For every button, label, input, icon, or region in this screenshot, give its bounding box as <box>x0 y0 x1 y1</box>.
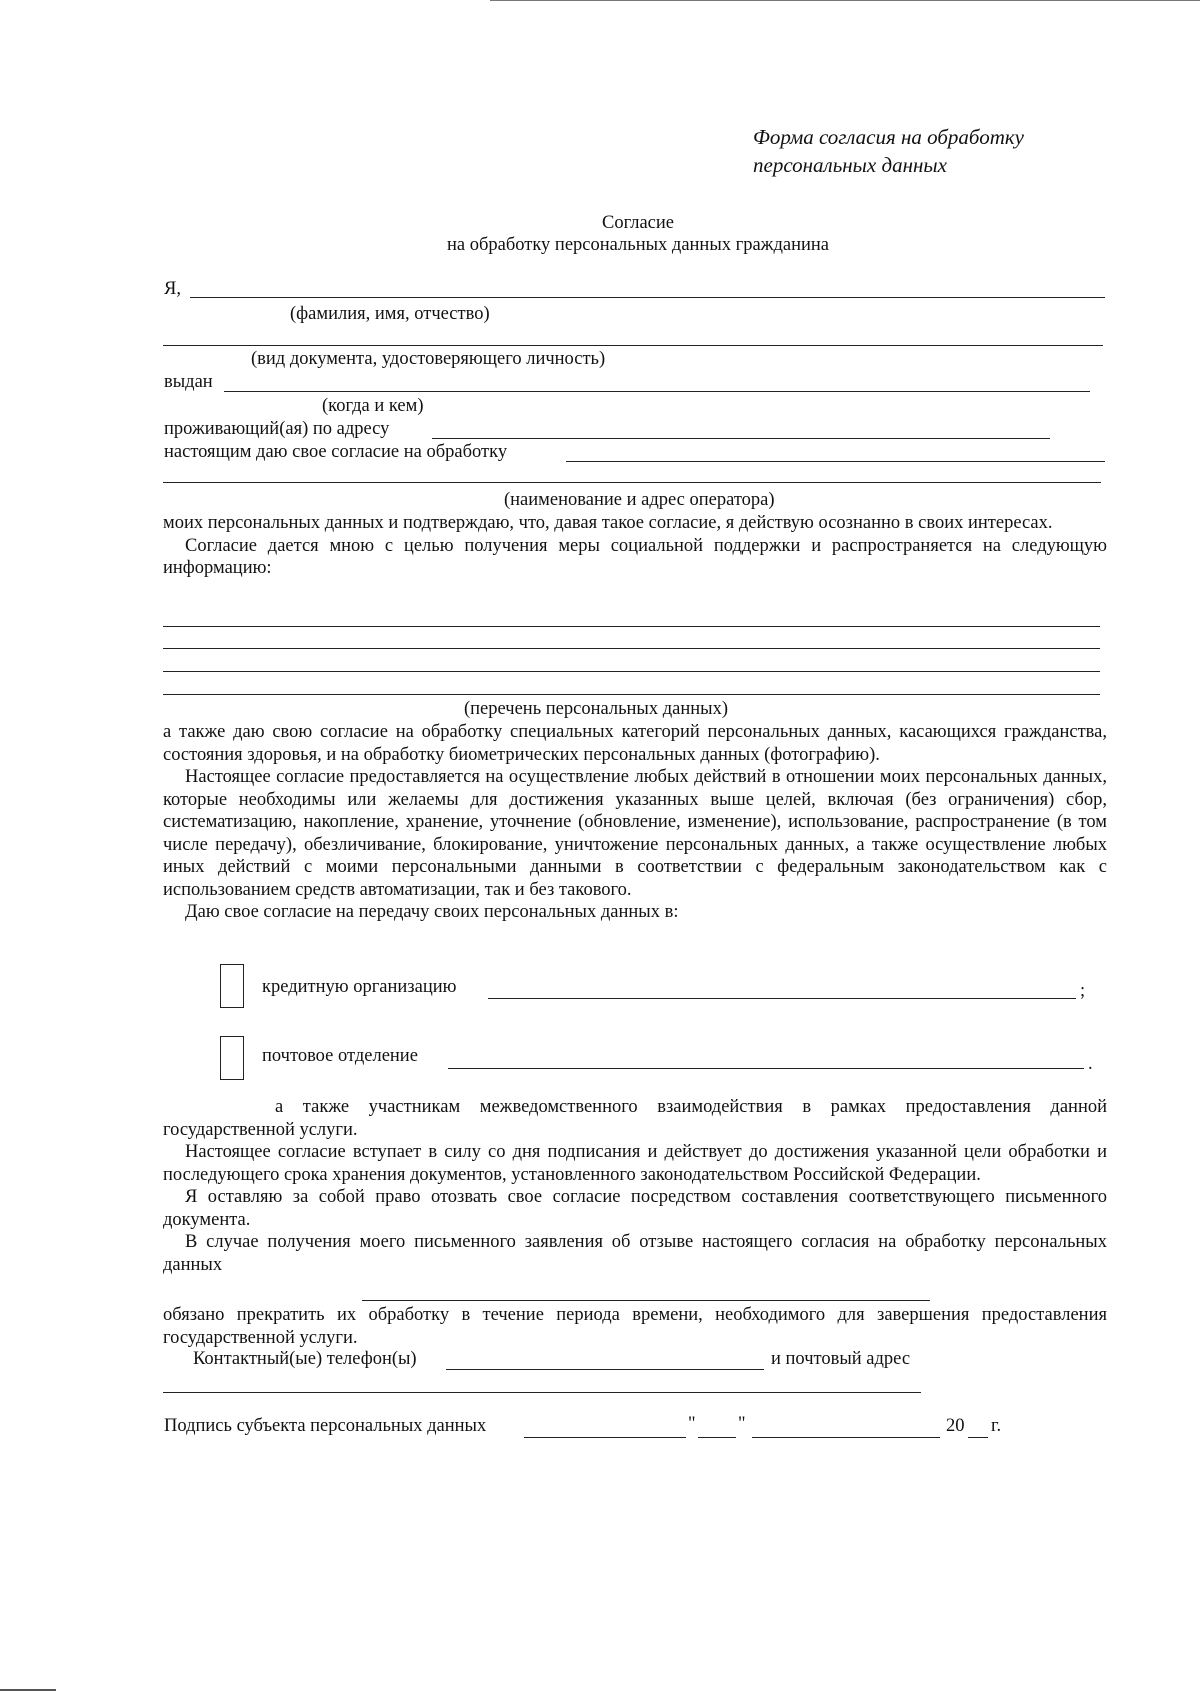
fio-field[interactable] <box>190 297 1105 298</box>
operator-field-line2[interactable] <box>163 482 1101 483</box>
pd-list-line[interactable] <box>163 671 1100 672</box>
date-year-prefix: 20 <box>946 1416 965 1436</box>
date-quote-close: " <box>738 1414 746 1434</box>
credit-organization-end: ; <box>1080 981 1086 1001</box>
transfer-paragraph: Даю свое согласие на передачу своих персональных данных в: <box>185 902 679 922</box>
issued-field[interactable] <box>224 391 1090 392</box>
consent-paragraph-awareness: моих персональных данных и подтверждаю, что, давая такое согласие, я действую осознанно в своих интересах. <box>163 513 1053 533</box>
termination-paragraph: обязано прекратить их обработку в течение периода времени, необходимого для завершения предоставления государственной услуги. <box>163 1305 1107 1348</box>
credit-organization-label: кредитную организацию <box>262 977 457 997</box>
date-quote-open: " <box>688 1414 696 1434</box>
actions-paragraph: Настоящее согласие предоставляется на осуществление любых действий в отношении моих персональных данных, которые необходимы или желаемы для достижения указанных выше целей, включая (без ограничения) сбор, систематизацию, накопление, хранение, уточнение (обновление, изменение), использование, распространение (в том числе передачу), обезличивание, блокирование, уничтожение персональных данных, а также осуществление любых иных действий с моими персональными данными в соответствии с федеральным законодательством как с использованием средств автоматизации, так и без такового. <box>163 767 1107 900</box>
contact-phone-field[interactable] <box>446 1369 764 1370</box>
contact-phone-label: Контактный(ые) телефон(ы) <box>193 1349 417 1369</box>
signature-label: Подпись субъекта персональных данных <box>164 1416 487 1436</box>
i-label: Я, <box>164 279 181 299</box>
address-field[interactable] <box>432 438 1050 439</box>
id-document-caption: (вид документа, удостоверяющего личность) <box>251 349 606 369</box>
post-office-field[interactable] <box>448 1068 1084 1069</box>
revocation-operator-field[interactable] <box>362 1300 930 1301</box>
form-title-line2: персональных данных <box>753 153 947 177</box>
credit-organization-checkbox[interactable] <box>220 964 244 1008</box>
credit-organization-field[interactable] <box>488 998 1076 999</box>
issued-caption: (когда и кем) <box>322 396 424 416</box>
postal-address-field[interactable] <box>163 1392 921 1393</box>
consent-label: настоящим даю свое согласие на обработку <box>164 442 508 462</box>
operator-field[interactable] <box>566 461 1105 462</box>
consent-paragraph-block-3 <box>163 1096 1107 1276</box>
pd-list-line[interactable] <box>163 694 1100 695</box>
consent-paragraph-block-2 <box>163 721 1107 924</box>
operator-caption: (наименование и адрес оператора) <box>504 490 775 510</box>
date-month-field[interactable] <box>752 1437 940 1438</box>
address-label: проживающий(ая) по адресу <box>164 419 390 439</box>
consent-paragraph-block-4 <box>163 1304 1107 1349</box>
post-office-checkbox[interactable] <box>220 1036 244 1080</box>
date-year-field[interactable] <box>968 1437 988 1438</box>
scan-edge-line <box>0 1689 56 1691</box>
pd-list-line[interactable] <box>163 626 1100 627</box>
issued-label: выдан <box>164 372 213 392</box>
date-day-field[interactable] <box>698 1437 736 1438</box>
pd-list-line[interactable] <box>163 648 1100 649</box>
postal-address-label: и почтовый адрес <box>771 1349 911 1369</box>
id-document-field[interactable] <box>163 345 1103 346</box>
revocation-paragraph: Я оставляю за собой право отозвать свое согласие посредством составления соответствующего письменного документа. <box>163 1187 1107 1230</box>
consent-paragraph-purpose: Согласие дается мною с целью получения меры социальной поддержки и распространяется на следующую информацию: <box>163 535 1107 578</box>
interagency-paragraph: а также участникам межведомственного взаимодействия в рамках предоставления данной государственной услуги. <box>163 1097 1107 1140</box>
special-categories-paragraph: а также даю свою согласие на обработку специальных категорий персональных данных, касающихся гражданства, состояния здоровья, и на обработку биометрических персональных данных (фотографию). <box>163 722 1107 765</box>
consent-paragraph-block-1 <box>163 512 1107 580</box>
validity-paragraph: Настоящее согласие вступает в силу со дня подписания и действует до достижения указанной цели обработки и последующего срока хранения документов, установленного законодательством Российской Федерации. <box>163 1142 1107 1185</box>
fio-caption: (фамилия, имя, отчество) <box>290 304 490 324</box>
post-office-end: . <box>1088 1054 1093 1074</box>
scan-edge-line <box>490 0 1200 1</box>
signature-field[interactable] <box>524 1437 686 1438</box>
date-year-suffix: г. <box>991 1416 1002 1436</box>
revocation-statement-paragraph: В случае получения моего письменного заявления об отзыве настоящего согласия на обработку персональных данных <box>163 1232 1107 1275</box>
document-title: Согласие <box>601 213 674 233</box>
form-title-line1: Форма согласия на обработку <box>753 125 1025 149</box>
post-office-label: почтовое отделение <box>262 1046 418 1066</box>
document-subtitle: на обработку персональных данных гражданина <box>446 235 830 255</box>
pd-list-caption: (перечень персональных данных) <box>464 699 728 719</box>
